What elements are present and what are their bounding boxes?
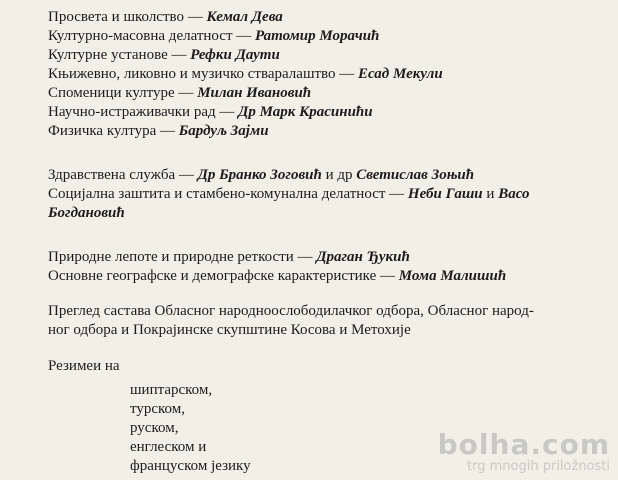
toc-entry-cultural-institutions: Културне установе — Рефки Даути	[48, 47, 280, 63]
toc-entry-research: Научно-истраживачки рад — Др Марк Красинићи	[48, 104, 373, 120]
author-name: Рефки Даути	[190, 47, 280, 63]
author-name: Др Бранко Зоговић	[197, 167, 322, 183]
summary-language: шиптарском,	[130, 382, 213, 398]
author-name: Ратомир Морачић	[255, 28, 380, 44]
toc-entry-overview-line2: ног одбора и Покрајинске скупштине Косова и Метохије	[48, 322, 411, 338]
toc-entry-geography-demography: Основне географске и демографске карактеристике — Мома Малишић	[48, 268, 507, 284]
toc-entry-physical-culture: Физичка култура — Бардуљ Зајми	[48, 123, 269, 139]
toc-entry-monuments: Споменици културе — Милан Ивановић	[48, 85, 312, 101]
author-name: Бардуљ Зајми	[178, 123, 269, 139]
author-name: Богдановић	[48, 205, 125, 221]
toc-entry-education: Просвета и школство — Кемал Дева	[48, 9, 283, 25]
toc-entry-cultural-mass: Културно-масовна делатност — Ратомир Морачић	[48, 28, 380, 44]
author-name: Неби Гаши	[407, 186, 483, 202]
author-name: Есад Мекули	[358, 66, 443, 82]
summary-language: руском,	[130, 420, 179, 436]
summary-language: турском,	[130, 401, 185, 417]
author-name: Светислав Зоњић	[356, 167, 475, 183]
author-name: Кемал Дева	[206, 9, 283, 25]
author-name: Милан Ивановић	[197, 85, 312, 101]
toc-entry-social-welfare: Социјална заштита и стамбено-комунална делатност — Неби Гаши и Васо	[48, 186, 530, 202]
watermark-logo: bolha.com	[437, 428, 610, 461]
summary-language: француском језику	[130, 458, 251, 474]
watermark	[437, 428, 610, 474]
author-name: Драган Ђукић	[316, 249, 410, 265]
watermark-tagline: trg mnogih priložnosti	[467, 459, 610, 474]
summaries-heading: Резимеи на	[48, 358, 120, 374]
toc-entry-natural-beauty: Природне лепоте и природне реткости — Драган Ђукић	[48, 249, 410, 265]
summary-language: енглеском и	[130, 439, 207, 455]
author-name: Др Марк Красинићи	[238, 104, 373, 120]
author-name: Васо	[498, 186, 530, 202]
toc-entry-health-service: Здравствена служба — Др Бранко Зоговић и др Светислав Зоњић	[48, 167, 475, 183]
toc-entry-overview-line1: Преглед састава Обласног народноослободилачког одбора, Обласног народ-	[48, 303, 534, 319]
toc-entry-social-welfare-cont	[48, 204, 125, 222]
toc-entry-literature-art-music: Књижевно, ликовно и музичко стваралаштво — Есад Мекули	[48, 66, 443, 82]
author-name: Мома Малишић	[398, 268, 507, 284]
